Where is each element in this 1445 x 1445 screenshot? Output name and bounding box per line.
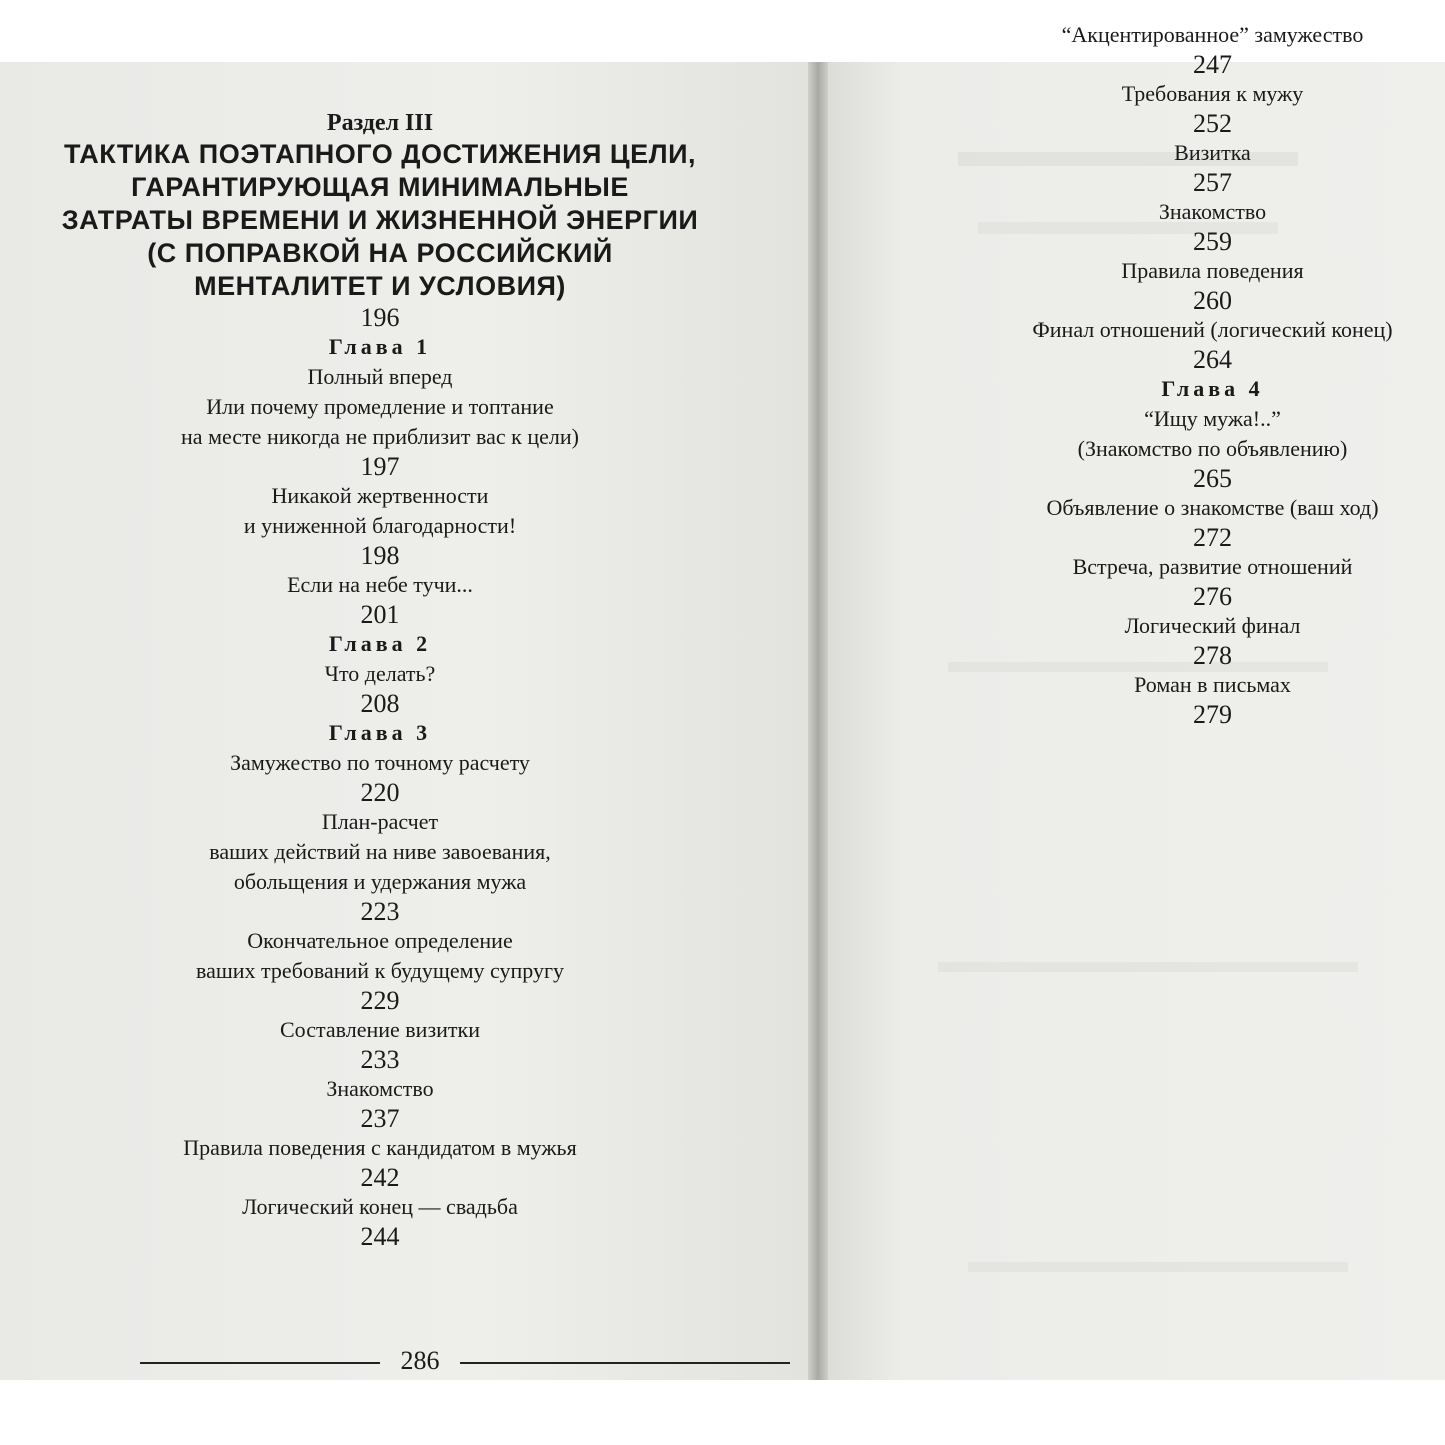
toc-entry-title: Замужество по точному расчету <box>230 750 530 775</box>
toc-entry-title: Правила поведения с кандидатом в мужья <box>183 1135 577 1160</box>
toc-page-number: 252 <box>1193 109 1232 138</box>
toc-entry-title: Полный вперед <box>307 364 453 389</box>
show-through-mark <box>968 1262 1348 1272</box>
toc-entry-title: Или почему промедление и топтание <box>206 394 554 419</box>
toc-page-number: 197 <box>360 452 400 481</box>
toc-page-number: 201 <box>360 600 400 629</box>
toc-page-number: 247 <box>1193 50 1232 79</box>
toc-right <box>980 20 1445 729</box>
toc-page-number: 272 <box>1193 523 1232 552</box>
toc-page-number: 233 <box>360 1045 400 1074</box>
toc-entry-title: (Знакомство по объявлению) <box>1077 436 1348 461</box>
toc-page-number: 208 <box>360 689 400 718</box>
toc-entry-title: Составление визитки <box>280 1017 480 1042</box>
toc-page-number: 223 <box>360 897 400 926</box>
toc-page-number: 220 <box>360 778 400 807</box>
section-title-line: ГАРАНТИРУЮЩАЯ МИНИМАЛЬНЫЕ <box>131 172 629 202</box>
page-footer <box>60 1340 750 1380</box>
section-title-line: ЗАТРАТЫ ВРЕМЕНИ И ЖИЗНЕННОЙ ЭНЕРГИИ <box>61 205 699 235</box>
toc-entry-title: Визитка <box>1174 140 1251 165</box>
toc-page-number: 264 <box>1193 345 1232 374</box>
show-through-mark <box>938 962 1358 972</box>
toc-entry-title: Никакой жертвенности <box>271 483 489 508</box>
section-title-line: (С ПОПРАВКОЙ НА РОССИЙСКИЙ <box>147 238 613 268</box>
toc-page-number: 260 <box>1193 286 1232 315</box>
chapter-heading: Глава 3 <box>328 720 432 745</box>
toc-page-number: 265 <box>1193 464 1232 493</box>
toc-entry-title: Логический конец — свадьба <box>242 1194 518 1219</box>
toc-entry-title: Правила поведения <box>1121 258 1304 283</box>
toc-entry-title: ваших действий на ниве завоевания, <box>209 839 551 864</box>
toc-entry-title: и униженной благодарности! <box>243 513 517 538</box>
toc-entry-title: Объявление о знакомстве (ваш ход) <box>1046 495 1379 520</box>
toc-page-number: 259 <box>1193 227 1232 256</box>
section-page-number: 196 <box>360 303 400 332</box>
toc-page-number: 279 <box>1193 700 1232 729</box>
toc-left <box>20 108 740 1251</box>
toc-page-number: 244 <box>360 1222 400 1251</box>
chapter-heading: Глава 2 <box>328 631 432 656</box>
section-title-line: МЕНТАЛИТЕТ И УСЛОВИЯ) <box>194 271 566 301</box>
toc-page-number: 242 <box>360 1163 400 1192</box>
toc-page-number: 257 <box>1193 168 1232 197</box>
toc-page-number: 237 <box>360 1104 400 1133</box>
section-title-line: ТАКТИКА ПОЭТАПНОГО ДОСТИЖЕНИЯ ЦЕЛИ, <box>63 139 696 169</box>
toc-page-number: 198 <box>360 541 400 570</box>
toc-entry-title: “Ищу мужа!..” <box>1144 406 1281 431</box>
toc-entry-title: Требования к мужу <box>1121 81 1304 106</box>
toc-page-number: 276 <box>1193 582 1232 611</box>
toc-page-number: 229 <box>360 986 400 1015</box>
toc-entry-title: Встреча, развитие отношений <box>1072 554 1353 579</box>
toc-entry-title: Если на небе тучи... <box>287 572 473 597</box>
toc-entries-right <box>980 20 1445 729</box>
footer-rule-right <box>460 1362 790 1364</box>
chapter-heading: Глава 4 <box>1161 376 1264 401</box>
page-number: 286 <box>400 1346 440 1375</box>
toc-entry-title: обольщения и удержания мужа <box>233 869 527 894</box>
toc-entry-title: Финал отношений (логический конец) <box>1032 317 1393 342</box>
section-title <box>20 138 740 303</box>
chapter-heading: Глава 1 <box>328 334 432 359</box>
toc-entry-title: Знакомство <box>1158 199 1267 224</box>
footer-rule-left <box>140 1362 380 1364</box>
section-label: Раздел III <box>326 110 434 136</box>
toc-entry-title: “Акцентированное” замужество <box>1061 22 1364 47</box>
toc-entry-title: Логический финал <box>1124 613 1301 638</box>
toc-entry-title: Знакомство <box>326 1076 434 1101</box>
book-gutter <box>808 62 828 1380</box>
toc-entry-title: на месте никогда не приблизит вас к цели) <box>181 424 579 449</box>
toc-page-number: 278 <box>1193 641 1232 670</box>
toc-entries-left <box>20 332 740 1251</box>
toc-entry-title: План-расчет <box>321 809 439 834</box>
toc-entry-title: Окончательное определение <box>247 928 513 953</box>
toc-entry-title: ваших требований к будущему супругу <box>195 958 565 983</box>
toc-entry-title: Роман в письмах <box>1134 672 1291 697</box>
toc-entry-title: Что делать? <box>324 661 436 686</box>
